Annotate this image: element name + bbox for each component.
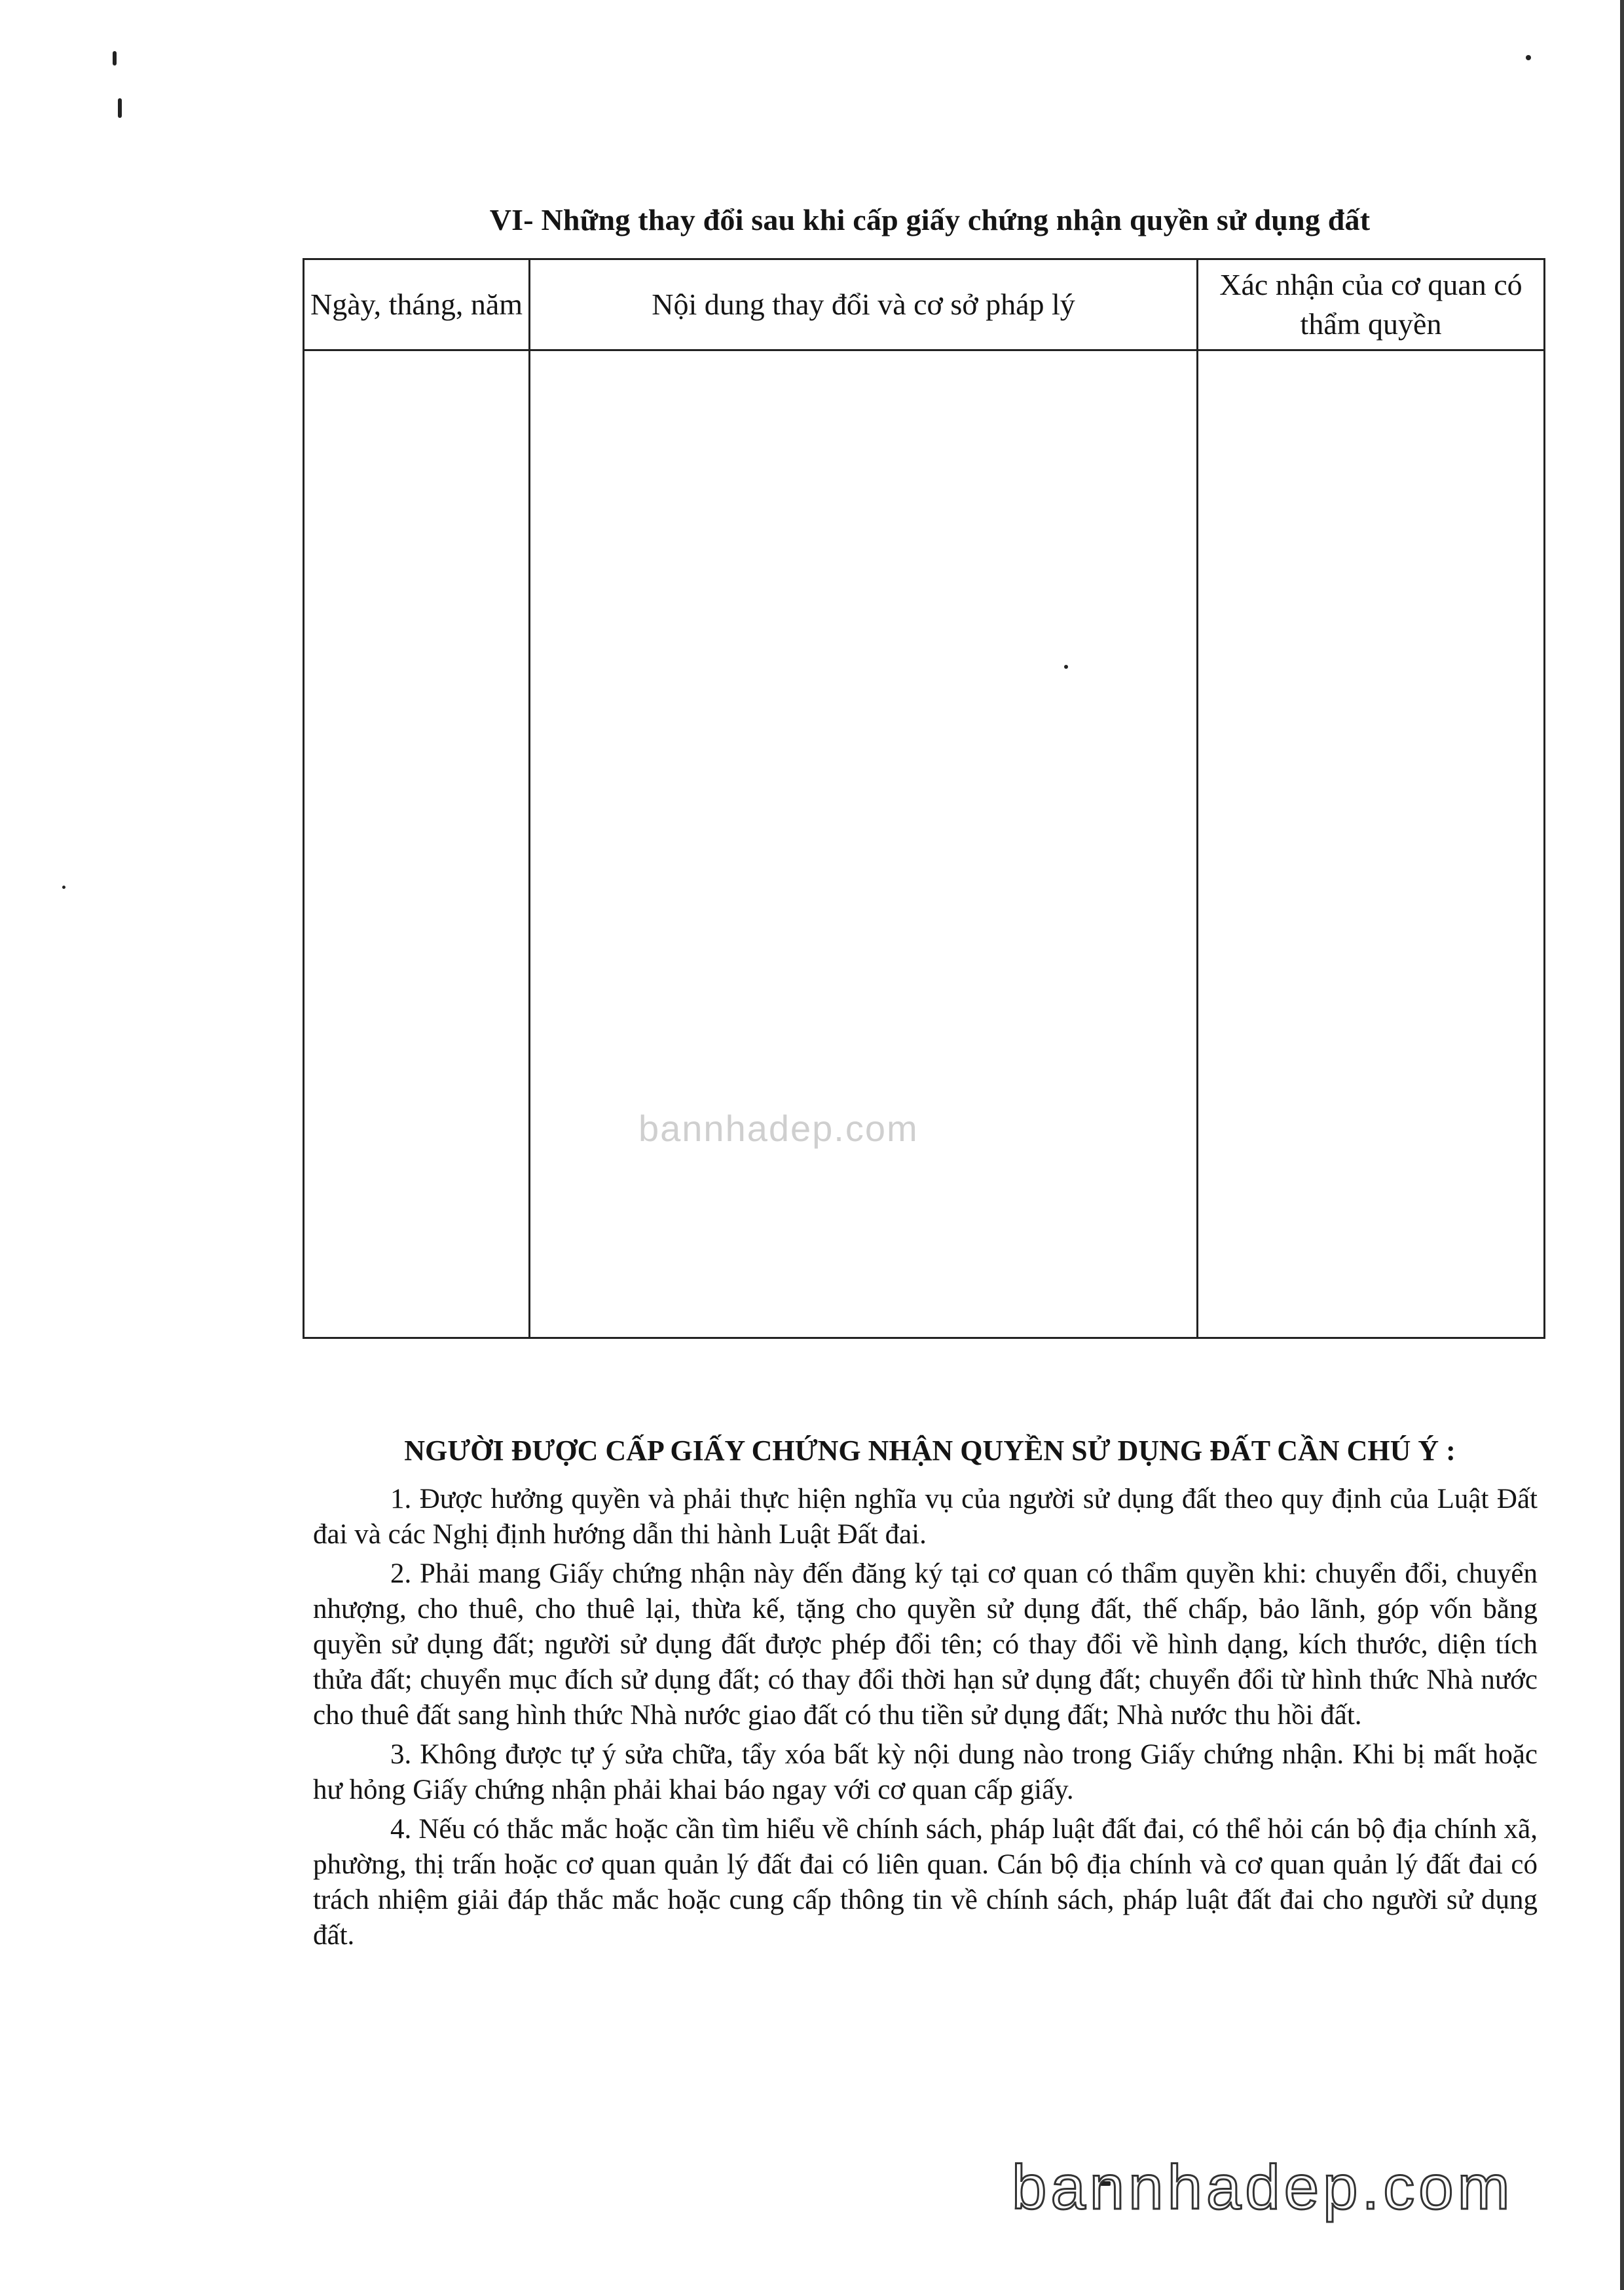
- watermark-bottom: bannhadep.com: [1012, 2152, 1514, 2223]
- notice-item: 2. Phải mang Giấy chứng nhận này đến đăng ký tại cơ quan có thẩm quyền khi: chuyển đổi, chuyển nhượng, cho thuê, cho thuê lại, thừa kế, tặng cho quyền sử dụng đất, thế chấp, bảo lãnh, góp vốn bằng quyền sử dụng đất; người sử dụng đất được phép đổi tên; có thay đổi về hình dạng, kích thước, diện tích thửa đất; chuyển mục đích sử dụng đất; có thay đổi thời hạn sử dụng đất; chuyển đổi từ hình thức Nhà nước cho thuê đất sang hình thức Nhà nước giao đất có thu tiền sử dụng đất; Nhà nước thu hồi đất.: [313, 1558, 1538, 1731]
- cell-confirmation-empty: [1198, 350, 1545, 1338]
- header-change-content: Nội dung thay đổi và cơ sở pháp lý: [530, 259, 1198, 350]
- changes-table: [303, 258, 1545, 1339]
- scan-speck: [113, 51, 117, 66]
- scan-speck: [62, 886, 65, 889]
- scan-speck: [1526, 55, 1531, 60]
- watermark-center: bannhadep.com: [638, 1108, 919, 1149]
- scan-speck: [118, 98, 122, 118]
- notice-item: 1. Được hưởng quyền và phải thực hiện nghĩa vụ của người sử dụng đất theo quy định của Luật Đất đai và các Nghị định hướng dẫn thi hành Luật Đất đai.: [313, 1484, 1538, 1550]
- cell-date-empty: [304, 350, 530, 1338]
- scan-page-edge: [1620, 0, 1624, 2290]
- notice-title: NGƯỜI ĐƯỢC CẤP GIẤY CHỨNG NHẬN QUYỀN SỬ DỤNG ĐẤT CẦN CHÚ Ý :: [404, 1434, 1456, 1467]
- cell-content-empty: [530, 350, 1198, 1338]
- header-authority-confirmation: Xác nhận của cơ quan có thẩm quyền: [1198, 259, 1545, 350]
- header-date: Ngày, tháng, năm: [304, 259, 530, 350]
- table-header-row: [304, 259, 1545, 350]
- table-row-empty: [304, 350, 1545, 1338]
- notice-item: 4. Nếu có thắc mắc hoặc cần tìm hiểu về chính sách, pháp luật đất đai, có thể hỏi cán bộ địa chính xã, phường, thị trấn hoặc cơ quan quản lý đất đai có liên quan. Cán bộ địa chính và cơ quan quản lý đất đai có trách nhiệm giải đáp thắc mắc hoặc cung cấp thông tin về chính sách, pháp luật đất đai cho người sử dụng đất.: [313, 1814, 1538, 1951]
- section-title: VI- Những thay đổi sau khi cấp giấy chứng nhận quyền sử dụng đất: [489, 202, 1371, 236]
- notice-list: [313, 1482, 1538, 1957]
- notice-item: 3. Không được tự ý sửa chữa, tẩy xóa bất kỳ nội dung nào trong Giấy chứng nhận. Khi bị mất hoặc hư hỏng Giấy chứng nhận phải khai báo ngay với cơ quan cấp giấy.: [313, 1739, 1538, 1805]
